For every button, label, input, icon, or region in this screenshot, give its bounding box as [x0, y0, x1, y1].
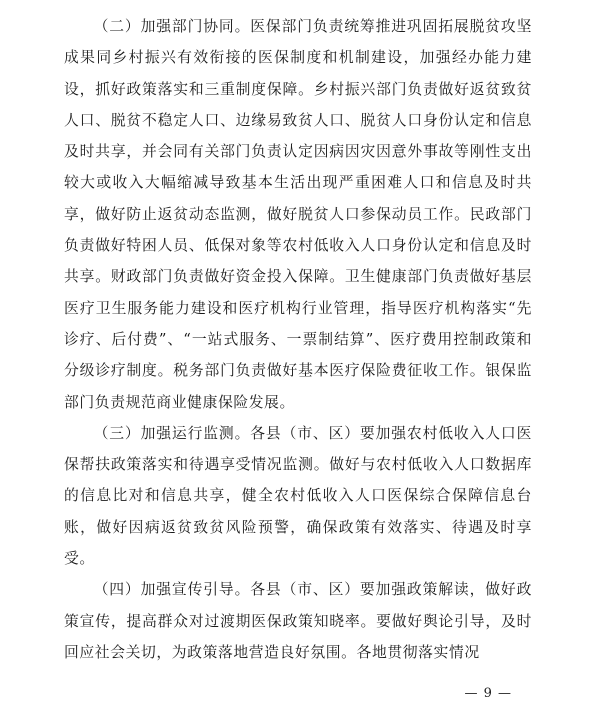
- paragraph-publicity-guidance: （四）加强宣传引导。各县（市、区）要加强政策解读，做好政策宣传，提高群众对过渡期医保政策知晓率。要做好舆论引导，及时回应社会关切，为政策落地营造良好氛围。各地贯彻落实情况: [64, 581, 532, 661]
- paragraph-operation-monitoring: （三）加强运行监测。各县（市、区）要加强农村低收入人口医保帮扶政策落实和待遇享受情况监测。做好与农村低收入人口数据库的信息比对和信息共享，健全农村低收入人口医保综合保障信息台账，做好因病返贫致贫风险预警，确保政策有效落实、待遇及时享受。: [64, 424, 532, 568]
- paragraph-department-coordination: （二）加强部门协同。医保部门负责统筹推进巩固拓展脱贫攻坚成果同乡村振兴有效衔接的医保制度和机制建设，加强经办能力建设，抓好政策落实和三重制度保障。乡村振兴部门负责做好返贫致贫人口、脱贫不稳定人口、边缘易致贫人口、脱贫人口身份认定和信息及时共享，并会同有关部门负责认定因病因灾因意外事故等刚性支出较大或收入大幅缩减导致基本生活出现严重困难人口和信息及时共享，做好防止返贫动态监测，做好脱贫人口参保动员工作。民政部门负责做好特困人员、低保对象等农村低收入人口身份认定和信息及时共享。财政部门负责做好资金投入保障。卫生健康部门负责做好基层医疗卫生服务能力建设和医疗机构行业管理，指导医疗机构落实“先诊疗、后付费”、“一站式服务、一票制结算”、医疗费用控制政策和分级诊疗制度。税务部门负责做好基本医疗保险费征收工作。银保监部门负责规范商业健康保险发展。: [64, 18, 532, 411]
- page-number: — 9 —: [464, 686, 512, 701]
- document-body: [64, 11, 532, 668]
